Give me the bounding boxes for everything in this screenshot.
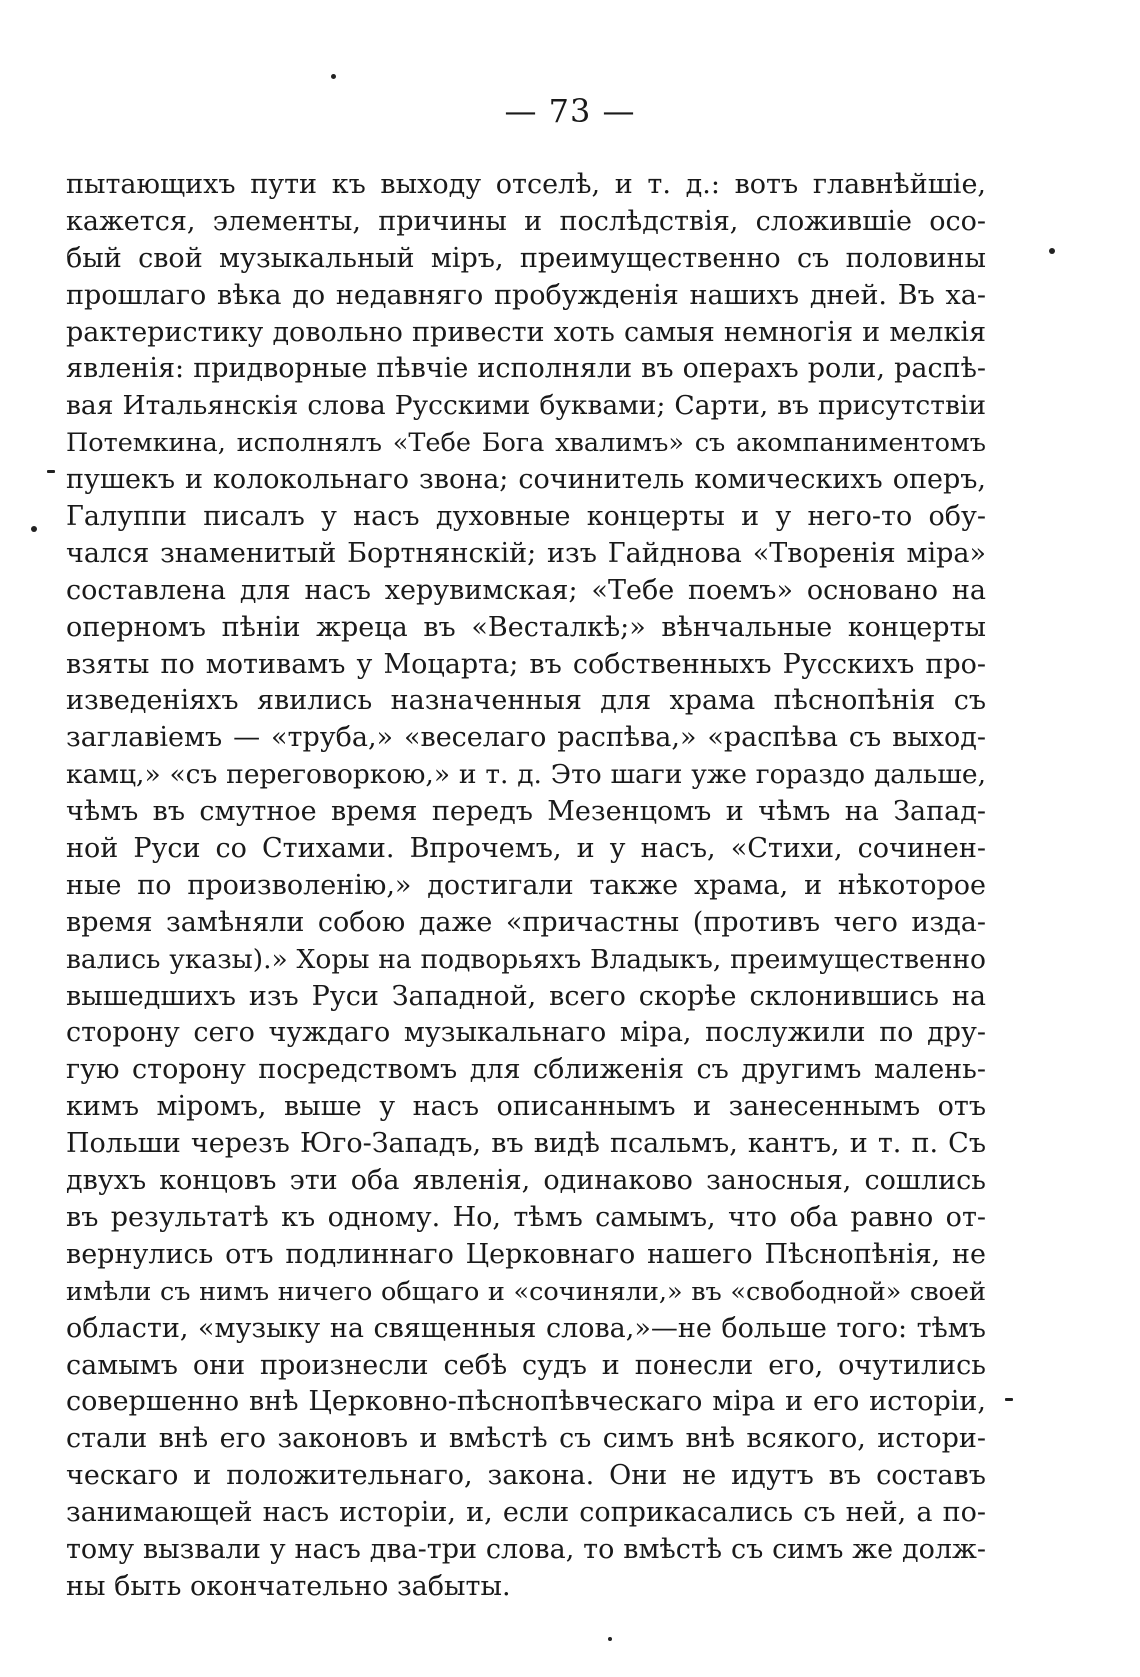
text-line: въ результатѣ къ одному. Но, тѣмъ самымъ, что оба равно от- [66, 1201, 986, 1233]
scan-speck [1049, 248, 1055, 254]
text-line: Польши черезъ Юго-Западъ, въ видѣ псальмъ, кантъ, и т. п. Съ [66, 1128, 986, 1160]
text-line: прошлаго вѣка до недавняго пробужденія нашихъ дней. Въ ха- [66, 279, 986, 311]
text-line: бый свой музыкальный міръ, преимущественно съ половины [66, 242, 986, 274]
text-line: взяты по мотивамъ у Моцарта; въ собственныхъ Русскихъ про- [66, 648, 986, 680]
text-line: оперномъ пѣніи жреца въ «Весталкѣ;» вѣнчальные концерты [66, 611, 986, 643]
text-line: вышедшихъ изъ Руси Западной, всего скорѣе склонившись на [66, 980, 986, 1012]
scan-speck [47, 470, 55, 473]
text-line: Галуппи писалъ у насъ духовные концерты и у него-то обу- [66, 501, 986, 533]
text-line: кажется, элементы, причины и послѣдствія, сложившіе осо- [66, 205, 986, 237]
text-line: имѣли съ нимъ ничего общаго и «сочиняли,» въ «свободной» своей [66, 1276, 986, 1307]
scan-speck [31, 526, 37, 532]
text-line: самымъ они произнесли себѣ судъ и понесли его, очутились [66, 1349, 986, 1381]
scan-speck [331, 74, 336, 79]
text-line: ные по произволенію,» достигали также храма, и нѣкоторое [66, 869, 986, 901]
text-line: двухъ концовъ эти оба явленія, одинаково заносныя, сошлись [66, 1165, 986, 1197]
text-line: чался знаменитый Бортнянскій; изъ Гайднова «Творенія міра» [66, 537, 986, 569]
text-line: пытающихъ пути къ выходу отселѣ, и т. д.: вотъ главнѣйшіе, [66, 169, 986, 200]
text-line: вались указы).» Хоры на подворьяхъ Владыкъ, преимущественно [66, 943, 986, 975]
scan-speck [608, 1637, 612, 1641]
text-line: время замѣняли собою даже «причастны (противъ чего изда- [66, 906, 986, 938]
text-line: вая Итальянскія слова Русскими буквами; Сарти, въ присутствіи [66, 390, 986, 422]
text-line: гую сторону посредствомъ для сближенія съ другимъ малень- [66, 1054, 986, 1086]
text-line: ной Руси со Стихами. Впрочемъ, и у насъ, «Стихи, сочинен- [66, 833, 986, 865]
text-line: совершенно внѣ Церковно-пѣснопѣвческаго міра и его исторіи, [66, 1386, 986, 1418]
text-line: Потемкина, исполнялъ «Тебе Бога хвалимъ» съ акомпаниментомъ [66, 428, 986, 459]
text-line: тому вызвали у насъ два-три слова, то вмѣстѣ съ симъ же долж- [66, 1533, 986, 1565]
text-line: сторону сего чуждаго музыкальнаго міра, послужили по дру- [66, 1017, 986, 1049]
scan-speck [1005, 1398, 1013, 1401]
text-line: кимъ міромъ, выше у насъ описаннымъ и занесеннымъ отъ [66, 1091, 986, 1123]
text-line: камц,» «съ переговоркою,» и т. д. Это шаги уже гораздо дальше, [66, 759, 986, 791]
text-line: заглавіемъ — «труба,» «веселаго распѣва,» «распѣва съ выход- [66, 722, 986, 754]
body-text [66, 167, 986, 1606]
text-line: области, «музыку на священныя слова,»—не больше того: тѣмъ [66, 1312, 986, 1344]
text-line: пушекъ и колокольнаго звона; сочинитель комическихъ оперъ, [66, 464, 986, 496]
text-line: изведеніяхъ явились назначенныя для храма пѣснопѣнія съ [66, 685, 986, 717]
text-line: ческаго и положительнаго, закона. Они не идутъ въ составъ [66, 1460, 986, 1492]
text-line: стали внѣ его законовъ и вмѣстѣ съ симъ внѣ всякого, истори- [66, 1423, 986, 1455]
text-line: чѣмъ въ смутное время передъ Мезенцомъ и чѣмъ на Запад- [66, 796, 986, 828]
text-line: вернулись отъ подлиннаго Церковнаго нашего Пѣснопѣнія, не [66, 1238, 986, 1270]
text-line: составлена для насъ херувимская; «Тебе поемъ» основано на [66, 574, 986, 606]
text-line: рактеристику довольно привести хоть самыя немногія и мелкія [66, 316, 986, 348]
text-line-last: ны быть окончательно забыты. [66, 1570, 511, 1602]
text-line: занимающей насъ исторіи, и, если соприкасались съ ней, а по- [66, 1497, 986, 1529]
page-number: — 73 — [504, 92, 636, 130]
text-line: явленія: придворные пѣвчіе исполняли въ операхъ роли, распѣ- [66, 353, 986, 385]
